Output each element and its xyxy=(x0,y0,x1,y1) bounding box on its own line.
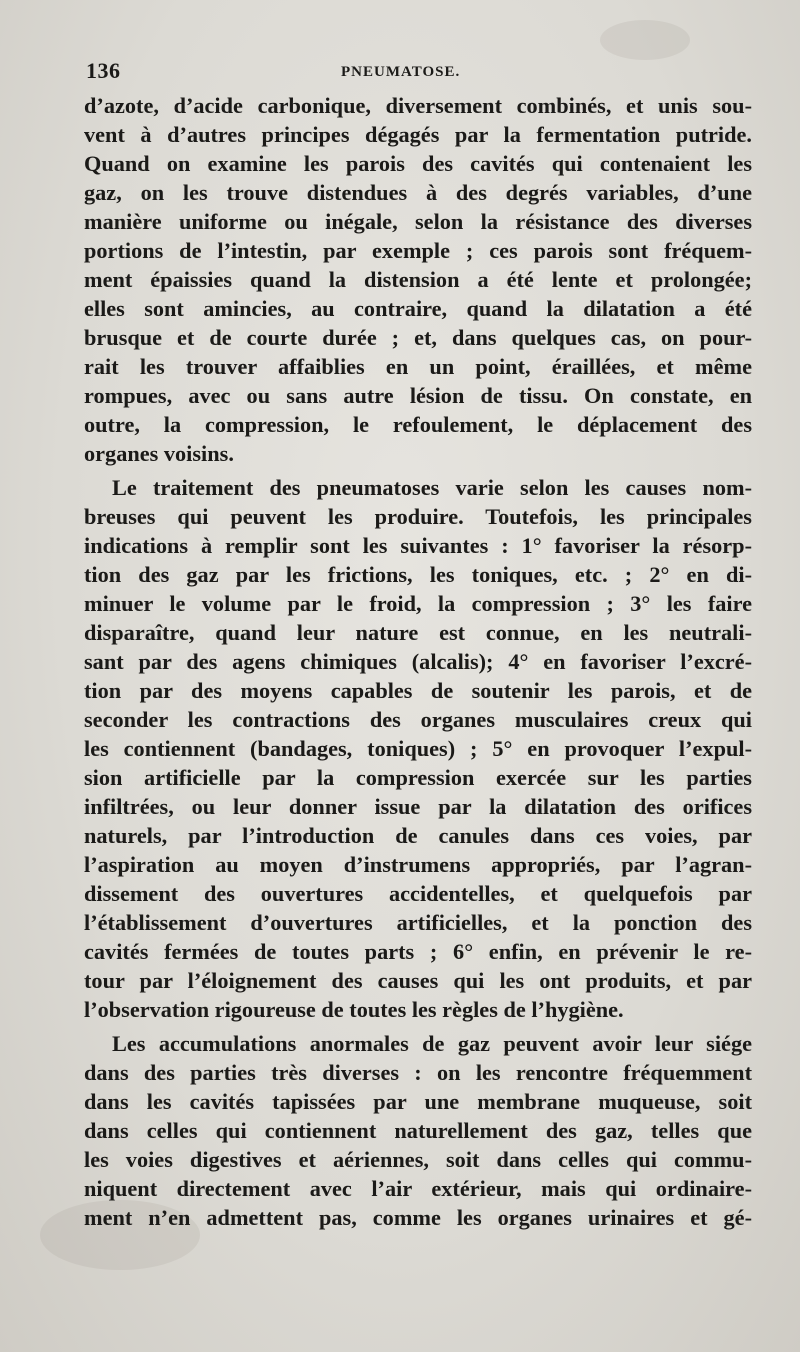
text-line: tion par des moyens capables de soutenir les parois, et de xyxy=(84,678,752,703)
text-line: niquent directement avec l’air extérieur, mais qui ordinaire- xyxy=(84,1176,752,1201)
text-line: organes voisins. xyxy=(84,441,234,466)
text-line: naturels, par l’introduction de canules dans ces voies, par xyxy=(84,823,752,848)
text-line: l’aspiration au moyen d’instrumens appropriés, par l’agran- xyxy=(84,852,752,877)
text-line: Les accumulations anormales de gaz peuvent avoir leur siége xyxy=(112,1031,752,1056)
text-line: sant par des agens chimiques (alcalis); 4° en favoriser l’excré- xyxy=(84,649,752,674)
text-line: rait les trouver affaiblies en un point, éraillées, et même xyxy=(84,354,752,379)
text-line: minuer le volume par le froid, la compression ; 3° les faire xyxy=(84,591,752,616)
text-line: Le traitement des pneumatoses varie selon les causes nom- xyxy=(112,475,752,500)
body-text xyxy=(84,91,752,1232)
text-line: les contiennent (bandages, toniques) ; 5° en provoquer l’expul- xyxy=(84,736,752,761)
text-line: ment n’en admettent pas, comme les organes urinaires et gé- xyxy=(84,1205,752,1230)
text-line: dans celles qui contiennent naturellement des gaz, telles que xyxy=(84,1118,752,1143)
text-line: Quand on examine les parois des cavités qui contenaient les xyxy=(84,151,752,176)
paragraph-3 xyxy=(84,1029,752,1232)
text-line: ment épaissies quand la distension a été lente et prolongée; xyxy=(84,267,752,292)
text-line: gaz, on les trouve distendues à des degrés variables, d’une xyxy=(84,180,752,205)
text-line: l’observation rigoureuse de toutes les règles de l’hygiène. xyxy=(84,997,624,1022)
text-line: tion des gaz par les frictions, les toniques, etc. ; 2° en di- xyxy=(84,562,752,587)
text-line: vent à d’autres principes dégagés par la fermentation putride. xyxy=(84,122,752,147)
text-line: infiltrées, ou leur donner issue par la dilatation des orifices xyxy=(84,794,752,819)
text-line: d’azote, d’acide carbonique, diversement combinés, et unis sou- xyxy=(84,93,752,118)
text-line: portions de l’intestin, par exemple ; ces parois sont fréquem- xyxy=(84,238,752,263)
text-line: seconder les contractions des organes musculaires creux qui xyxy=(84,707,752,732)
text-line: outre, la compression, le refoulement, le déplacement des xyxy=(84,412,752,437)
text-line: dans des parties très diverses : on les rencontre fréquemment xyxy=(84,1060,752,1085)
text-line: disparaître, quand leur nature est connue, en les neutrali- xyxy=(84,620,752,645)
text-line: l’établissement d’ouvertures artificielles, et la ponction des xyxy=(84,910,752,935)
paper-stain xyxy=(600,20,690,60)
paragraph-2 xyxy=(84,473,752,1024)
text-line: rompues, avec ou sans autre lésion de tissu. On constate, en xyxy=(84,383,752,408)
text-line: manière uniforme ou inégale, selon la résistance des diverses xyxy=(84,209,752,234)
running-title: PNEUMATOSE. xyxy=(341,64,461,80)
running-head xyxy=(86,58,750,88)
text-line: dissement des ouvertures accidentelles, et quelquefois par xyxy=(84,881,752,906)
page-number: 136 xyxy=(86,58,121,83)
text-line: dans les cavités tapissées par une membrane muqueuse, soit xyxy=(84,1089,752,1114)
text-line: sion artificielle par la compression exercée sur les parties xyxy=(84,765,752,790)
text-line: elles sont amincies, au contraire, quand la dilatation a été xyxy=(84,296,752,321)
text-line: indications à remplir sont les suivantes : 1° favoriser la résorp- xyxy=(84,533,752,558)
text-line: tour par l’éloignement des causes qui les ont produits, et par xyxy=(84,968,752,993)
paragraph-1 xyxy=(84,91,752,468)
text-line: les voies digestives et aériennes, soit dans celles qui commu- xyxy=(84,1147,752,1172)
text-line: cavités fermées de toutes parts ; 6° enfin, en prévenir le re- xyxy=(84,939,752,964)
text-line: breuses qui peuvent les produire. Toutefois, les principales xyxy=(84,504,752,529)
text-line: brusque et de courte durée ; et, dans quelques cas, on pour- xyxy=(84,325,752,350)
